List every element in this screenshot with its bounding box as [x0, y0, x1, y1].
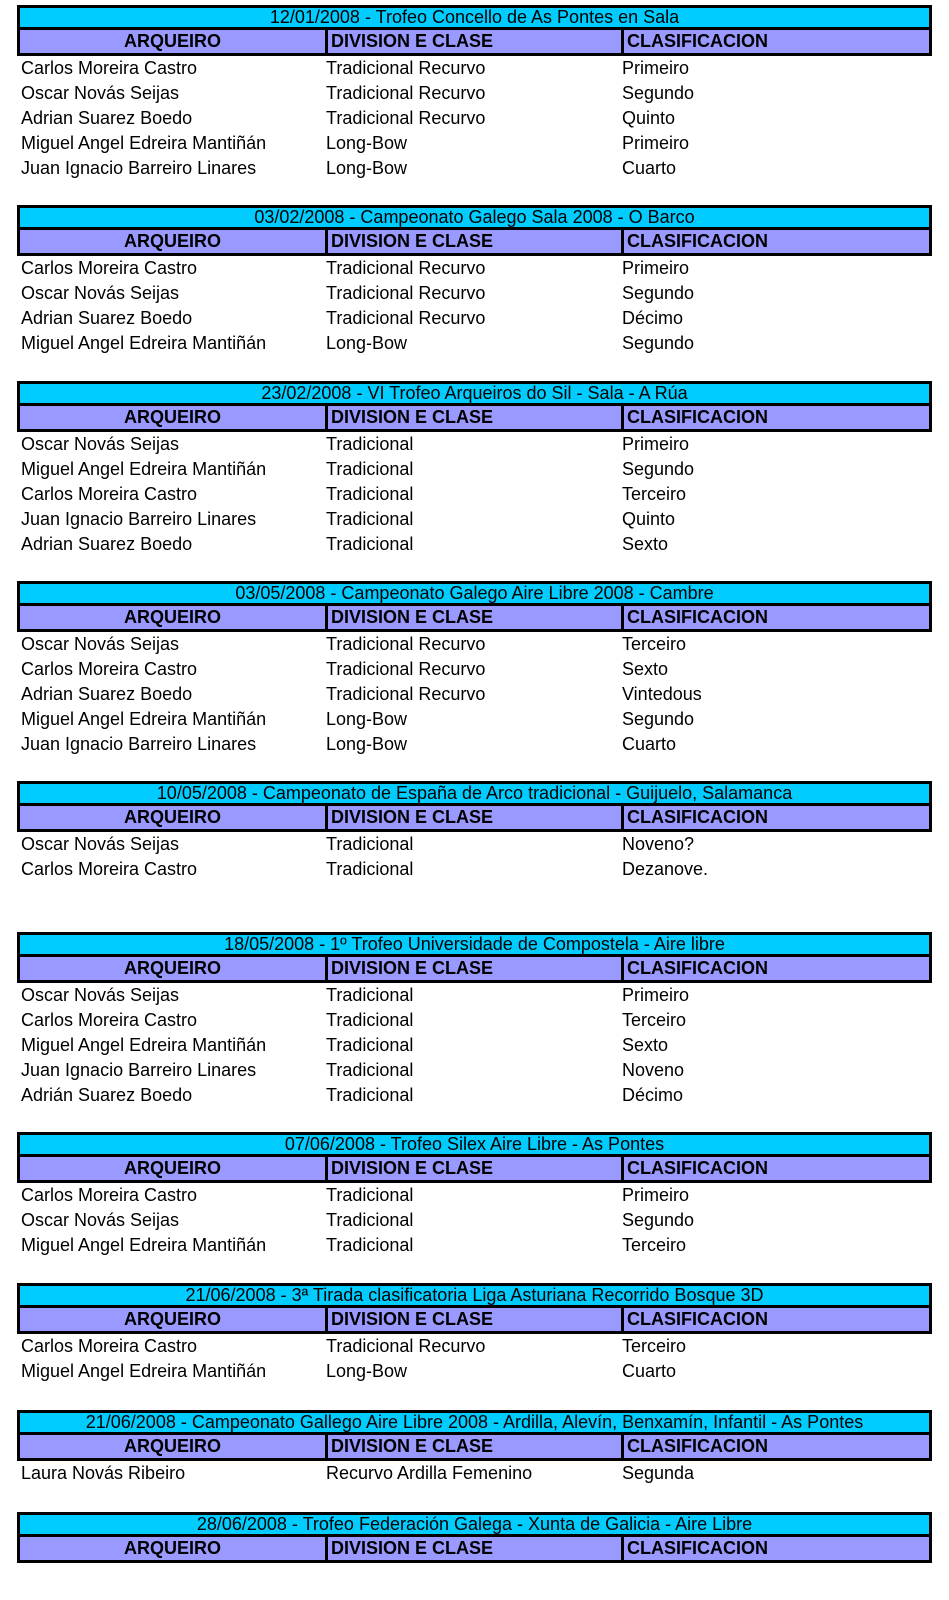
- division-class: Tradicional: [326, 834, 414, 854]
- archer-name: Juan Ignacio Barreiro Linares: [21, 734, 257, 754]
- archer-name: Miguel Angel Edreira Mantiñán: [21, 333, 267, 353]
- header-classification: CLASIFICACION: [621, 957, 768, 980]
- division-class: Tradicional Recurvo: [326, 58, 486, 78]
- table-header: [17, 1435, 932, 1461]
- table-row: [17, 1233, 932, 1258]
- result-rows: [17, 1334, 932, 1384]
- archer-name: Oscar Novás Seijas: [21, 834, 180, 854]
- archer-name: Adrian Suarez Boedo: [21, 684, 193, 704]
- archer-name: Oscar Novás Seijas: [21, 434, 180, 454]
- division-class: Tradicional: [326, 985, 414, 1005]
- event-title: 18/05/2008 - 1º Trofeo Universidade de Compostela - Aire libre: [17, 932, 932, 957]
- event-title: 03/02/2008 - Campeonato Galego Sala 2008 - O Barco: [17, 205, 932, 230]
- table-header: [17, 606, 932, 632]
- table-row: [17, 56, 932, 81]
- header-classification: CLASIFICACION: [621, 1157, 768, 1180]
- classification: Primeiro: [622, 1185, 690, 1205]
- table-row: [17, 1208, 932, 1233]
- table-row: [17, 732, 932, 757]
- result-rows: [17, 56, 932, 181]
- event-block: [17, 205, 932, 356]
- event-block: [17, 932, 932, 1108]
- table-row: [17, 457, 932, 482]
- division-class: Tradicional: [326, 859, 414, 879]
- header-division: DIVISION E CLASE: [325, 806, 493, 829]
- table-header: [17, 230, 932, 256]
- division-class: Long-Bow: [326, 734, 408, 754]
- archer-name: Oscar Novás Seijas: [21, 634, 180, 654]
- header-classification: CLASIFICACION: [621, 406, 768, 429]
- archer-name: Miguel Angel Edreira Mantiñán: [21, 133, 267, 153]
- division-class: Tradicional: [326, 1210, 414, 1230]
- header-division: DIVISION E CLASE: [325, 1308, 493, 1331]
- table-row: [17, 1083, 932, 1108]
- division-class: Tradicional Recurvo: [326, 1336, 486, 1356]
- event-title: 07/06/2008 - Trofeo Silex Aire Libre - As Pontes: [17, 1132, 932, 1157]
- header-archer: ARQUEIRO: [123, 807, 221, 827]
- table-row: [17, 306, 932, 331]
- header-archer: ARQUEIRO: [123, 1158, 221, 1178]
- archer-name: Adrian Suarez Boedo: [21, 534, 193, 554]
- table-header: [17, 1308, 932, 1334]
- table-row: [17, 507, 932, 532]
- division-class: Long-Bow: [326, 133, 408, 153]
- archer-name: Adrian Suarez Boedo: [21, 108, 193, 128]
- header-archer: ARQUEIRO: [123, 1436, 221, 1456]
- header-classification: CLASIFICACION: [621, 606, 768, 629]
- division-class: Tradicional: [326, 1235, 414, 1255]
- archer-name: Miguel Angel Edreira Mantiñán: [21, 709, 267, 729]
- archer-name: Miguel Angel Edreira Mantiñán: [21, 459, 267, 479]
- header-classification: CLASIFICACION: [621, 230, 768, 253]
- archer-name: Juan Ignacio Barreiro Linares: [21, 509, 257, 529]
- table-row: [17, 707, 932, 732]
- event-block: [17, 581, 932, 757]
- classification: Terceiro: [622, 634, 687, 654]
- table-header: [17, 30, 932, 56]
- classification: Cuarto: [622, 1361, 677, 1381]
- classification: Segundo: [622, 333, 695, 353]
- classification: Cuarto: [622, 158, 677, 178]
- result-rows: [17, 832, 932, 882]
- table-header: [17, 1537, 932, 1563]
- result-rows: [17, 256, 932, 356]
- division-class: Tradicional: [326, 1010, 414, 1030]
- classification: Cuarto: [622, 734, 677, 754]
- header-division: DIVISION E CLASE: [325, 957, 493, 980]
- table-row: [17, 81, 932, 106]
- archer-name: Carlos Moreira Castro: [21, 1185, 198, 1205]
- division-class: Tradicional: [326, 509, 414, 529]
- division-class: Tradicional Recurvo: [326, 634, 486, 654]
- archer-name: Adrian Suarez Boedo: [21, 308, 193, 328]
- table-row: [17, 281, 932, 306]
- header-archer: ARQUEIRO: [123, 958, 221, 978]
- division-class: Tradicional: [326, 1060, 414, 1080]
- header-division: DIVISION E CLASE: [325, 1435, 493, 1458]
- archer-name: Juan Ignacio Barreiro Linares: [21, 1060, 257, 1080]
- table-row: [17, 657, 932, 682]
- header-division: DIVISION E CLASE: [325, 30, 493, 53]
- classification: Primeiro: [622, 133, 690, 153]
- event-block: [17, 1132, 932, 1258]
- classification: Segundo: [622, 709, 695, 729]
- classification: Terceiro: [622, 1336, 687, 1356]
- classification: Sexto: [622, 1035, 669, 1055]
- classification: Primeiro: [622, 434, 690, 454]
- table-header: [17, 1157, 932, 1183]
- header-classification: CLASIFICACION: [621, 806, 768, 829]
- archer-name: Carlos Moreira Castro: [21, 1010, 198, 1030]
- classification: Sexto: [622, 534, 669, 554]
- classification: Terceiro: [622, 484, 687, 504]
- header-archer: ARQUEIRO: [123, 407, 221, 427]
- header-division: DIVISION E CLASE: [325, 230, 493, 253]
- header-division: DIVISION E CLASE: [325, 1537, 493, 1560]
- result-rows: [17, 1461, 932, 1486]
- division-class: Tradicional Recurvo: [326, 258, 486, 278]
- header-archer: ARQUEIRO: [123, 231, 221, 251]
- event-title: 21/06/2008 - 3ª Tirada clasificatoria Liga Asturiana Recorrido Bosque 3D: [17, 1283, 932, 1308]
- header-classification: CLASIFICACION: [621, 1537, 768, 1560]
- division-class: Long-Bow: [326, 333, 408, 353]
- table-row: [17, 131, 932, 156]
- classification: Décimo: [622, 308, 684, 328]
- classification: Segundo: [622, 459, 695, 479]
- archer-name: Oscar Novás Seijas: [21, 985, 180, 1005]
- table-row: [17, 857, 932, 882]
- event-block: [17, 1410, 932, 1486]
- table-row: [17, 482, 932, 507]
- archer-name: Carlos Moreira Castro: [21, 659, 198, 679]
- classification: Noveno: [622, 1060, 685, 1080]
- table-row: [17, 106, 932, 131]
- archer-name: Juan Ignacio Barreiro Linares: [21, 158, 257, 178]
- header-division: DIVISION E CLASE: [325, 1157, 493, 1180]
- archer-name: Carlos Moreira Castro: [21, 484, 198, 504]
- table-row: [17, 1359, 932, 1384]
- division-class: Tradicional Recurvo: [326, 283, 486, 303]
- table-row: [17, 532, 932, 557]
- classification: Quinto: [622, 509, 676, 529]
- result-rows: [17, 983, 932, 1108]
- archer-name: Carlos Moreira Castro: [21, 1336, 198, 1356]
- division-class: Tradicional Recurvo: [326, 684, 486, 704]
- header-classification: CLASIFICACION: [621, 1435, 768, 1458]
- division-class: Tradicional Recurvo: [326, 659, 486, 679]
- division-class: Tradicional: [326, 484, 414, 504]
- table-row: [17, 832, 932, 857]
- result-rows: [17, 1183, 932, 1258]
- division-class: Tradicional Recurvo: [326, 108, 486, 128]
- classification: Noveno?: [622, 834, 695, 854]
- archer-name: Carlos Moreira Castro: [21, 859, 198, 879]
- table-row: [17, 1461, 932, 1486]
- event-title: 23/02/2008 - VI Trofeo Arqueiros do Sil - Sala - A Rúa: [17, 381, 932, 406]
- classification: Vintedous: [622, 684, 702, 704]
- division-class: Tradicional: [326, 459, 414, 479]
- event-title: 12/01/2008 - Trofeo Concello de As Pontes en Sala: [17, 5, 932, 30]
- table-row: [17, 1334, 932, 1359]
- table-row: [17, 1008, 932, 1033]
- event-title: 28/06/2008 - Trofeo Federación Galega - Xunta de Galicia - Aire Libre: [17, 1512, 932, 1537]
- table-row: [17, 1033, 932, 1058]
- division-class: Tradicional: [326, 1035, 414, 1055]
- division-class: Recurvo Ardilla Femenino: [326, 1463, 533, 1483]
- header-classification: CLASIFICACION: [621, 1308, 768, 1331]
- event-block: [17, 381, 932, 557]
- archer-name: Miguel Angel Edreira Mantiñán: [21, 1361, 267, 1381]
- event-block: [17, 781, 932, 882]
- header-archer: ARQUEIRO: [123, 1538, 221, 1558]
- table-row: [17, 983, 932, 1008]
- archer-name: Oscar Novás Seijas: [21, 283, 180, 303]
- division-class: Long-Bow: [326, 1361, 408, 1381]
- result-rows: [17, 632, 932, 757]
- classification: Sexto: [622, 659, 669, 679]
- archer-name: Miguel Angel Edreira Mantiñán: [21, 1035, 267, 1055]
- table-header: [17, 806, 932, 832]
- table-row: [17, 632, 932, 657]
- result-rows: [17, 432, 932, 557]
- archer-name: Carlos Moreira Castro: [21, 258, 198, 278]
- archer-name: Carlos Moreira Castro: [21, 58, 198, 78]
- classification: Terceiro: [622, 1235, 687, 1255]
- classification: Décimo: [622, 1085, 684, 1105]
- archer-name: Oscar Novás Seijas: [21, 83, 180, 103]
- table-row: [17, 331, 932, 356]
- table-header: [17, 406, 932, 432]
- table-row: [17, 682, 932, 707]
- classification: Segundo: [622, 283, 695, 303]
- division-class: Long-Bow: [326, 158, 408, 178]
- event-title: 03/05/2008 - Campeonato Galego Aire Libre 2008 - Cambre: [17, 581, 932, 606]
- classification: Dezanove.: [622, 859, 709, 879]
- classification: Primeiro: [622, 985, 690, 1005]
- header-archer: ARQUEIRO: [123, 1309, 221, 1329]
- classification: Primeiro: [622, 58, 690, 78]
- header-division: DIVISION E CLASE: [325, 606, 493, 629]
- archer-name: Miguel Angel Edreira Mantiñán: [21, 1235, 267, 1255]
- classification: Primeiro: [622, 258, 690, 278]
- division-class: Tradicional Recurvo: [326, 83, 486, 103]
- classification: Segunda: [622, 1463, 695, 1483]
- header-archer: ARQUEIRO: [123, 31, 221, 51]
- classification: Terceiro: [622, 1010, 687, 1030]
- division-class: Tradicional: [326, 1185, 414, 1205]
- division-class: Tradicional: [326, 434, 414, 454]
- table-row: [17, 156, 932, 181]
- archer-name: Laura Novás Ribeiro: [21, 1463, 186, 1483]
- table-row: [17, 1058, 932, 1083]
- event-title: 21/06/2008 - Campeonato Gallego Aire Libre 2008 - Ardilla, Alevín, Benxamín, Infantil - As Pontes: [17, 1410, 932, 1435]
- division-class: Tradicional: [326, 1085, 414, 1105]
- header-division: DIVISION E CLASE: [325, 406, 493, 429]
- archer-name: Oscar Novás Seijas: [21, 1210, 180, 1230]
- classification: Segundo: [622, 83, 695, 103]
- classification: Quinto: [622, 108, 676, 128]
- division-class: Long-Bow: [326, 709, 408, 729]
- header-classification: CLASIFICACION: [621, 30, 768, 53]
- classification: Segundo: [622, 1210, 695, 1230]
- header-archer: ARQUEIRO: [123, 607, 221, 627]
- archer-name: Adrián Suarez Boedo: [21, 1085, 193, 1105]
- event-block: [17, 1283, 932, 1384]
- event-title: 10/05/2008 - Campeonato de España de Arco tradicional - Guijuelo, Salamanca: [17, 781, 932, 806]
- event-block: [17, 1512, 932, 1563]
- division-class: Tradicional Recurvo: [326, 308, 486, 328]
- division-class: Tradicional: [326, 534, 414, 554]
- table-row: [17, 256, 932, 281]
- event-block: [17, 5, 932, 181]
- table-row: [17, 1183, 932, 1208]
- table-row: [17, 432, 932, 457]
- table-header: [17, 957, 932, 983]
